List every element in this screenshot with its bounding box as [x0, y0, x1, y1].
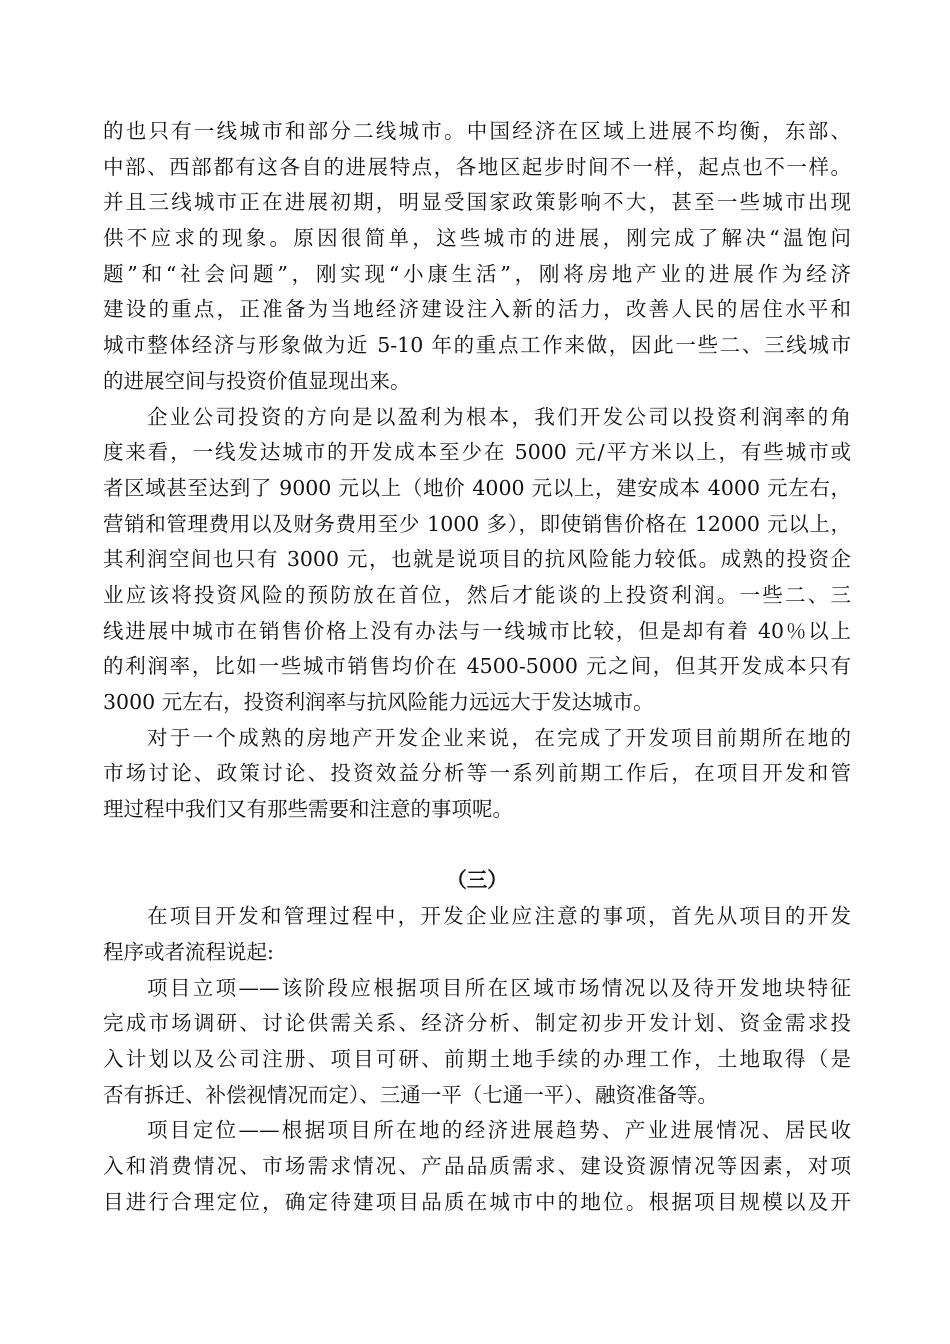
- text-line: 者区域甚至达到了 9000 元以上（地价 4000 元以上，建安成本 4000 元左右，: [103, 475, 851, 500]
- text-line: 程序或者流程说起:: [103, 939, 274, 964]
- paragraph-first-line: 项目立项——该阶段应根据项目所在区域市场情况以及待开发地块特征: [147, 975, 851, 1000]
- paragraph-first-line: 项目定位——根据项目所在地的经济进展趋势、产业进展情况、居民收: [147, 1118, 851, 1143]
- text-line: 中部、西部都有这各自的进展特点，各地区起步时间不一样，起点也不一样。: [103, 154, 851, 179]
- text-line: 并且三线城市正在进展初期，明显受国家政策影响不大，甚至一些城市出现: [103, 190, 851, 215]
- text-line: 业应该将投资风险的预防放在首位，然后才能谈的上投资利润。一些二、三: [103, 582, 851, 607]
- text-line: 供不应求的现象。原因很简单，这些城市的进展，刚完成了解决“温饱问: [103, 226, 851, 251]
- text-line: 建设的重点，正准备为当地经济建设注入新的活力，改善人民的居住水平和: [103, 297, 851, 322]
- text-line: 其利润空间也只有 3000 元，也就是说项目的抗风险能力较低。成熟的投资企: [103, 547, 851, 572]
- blank-line: [103, 828, 851, 864]
- text-line: 的进展空间与投资价值显现出来。: [103, 368, 411, 393]
- paragraph-first-line: 在项目开发和管理过程中，开发企业应注意的事项，首先从项目的开发: [147, 904, 851, 929]
- text-line: 营销和管理费用以及财务费用至少 1000 多），即使销售价格在 12000 元以上，: [103, 511, 851, 536]
- text-line: 3000 元左右，投资利润率与抗风险能力远远大于发达城市。: [103, 690, 654, 714]
- text-line: 入和消费情况、市场需求情况、产品品质需求、建设资源情况等因素，对项: [103, 1153, 851, 1178]
- text-line: 线进展中城市在销售价格上没有办法与一线城市比较，但是却有着 40％以上: [103, 618, 851, 643]
- text-line: 入计划以及公司注册、项目可研、前期土地手续的办理工作，土地取得（是: [103, 1046, 851, 1071]
- text-line: 理过程中我们又有那些需要和注意的事项呢。: [103, 797, 513, 822]
- paragraph-first-line: 企业公司投资的方向是以盈利为根本，我们开发公司以投资利润率的角: [147, 404, 851, 429]
- document-body: [103, 114, 851, 1220]
- text-line: 否有拆迁、补偿视情况而定）、三通一平（七通一平）、融资准备等。: [103, 1082, 718, 1107]
- text-line: 市场讨论、政策讨论、投资效益分析等一系列前期工作后，在项目开发和管: [103, 761, 851, 786]
- text-line: 的也只有一线城市和部分二线城市。中国经济在区域上进展不均衡，东部、: [103, 119, 851, 143]
- section-heading: （三）: [446, 868, 508, 893]
- text-line: 题”和“社会问题”，刚实现“小康生活”，刚将房地产业的进展作为经济: [103, 261, 851, 286]
- text-line: 城市整体经济与形象做为近 5-10 年的重点工作来做，因此一些二、三线城市: [103, 333, 851, 358]
- text-line: 完成市场调研、讨论供需关系、经济分析、制定初步开发计划、资金需求投: [103, 1011, 851, 1036]
- text-line: 目进行合理定位，确定待建项目品质在城市中的地位。根据项目规模以及开: [103, 1189, 851, 1214]
- text-line: 的利润率，比如一些城市销售均价在 4500-5000 元之间，但其开发成本只有: [103, 654, 851, 679]
- paragraph-first-line: 对于一个成熟的房地产开发企业来说，在完成了开发项目前期所在地的: [147, 725, 851, 750]
- text-line: 度来看，一线发达城市的开发成本至少在 5000 元/平方米以上，有些城市或: [103, 440, 851, 465]
